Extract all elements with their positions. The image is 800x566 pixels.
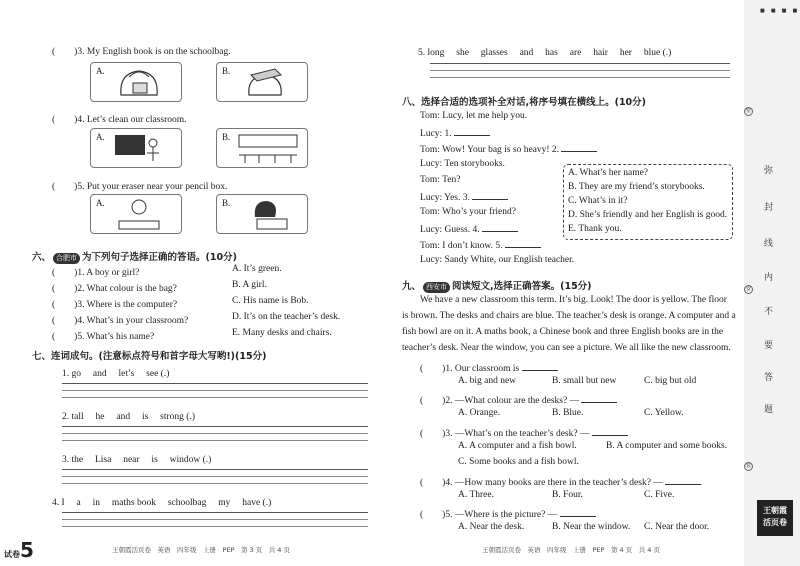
reading-option: C. Yellow. [644, 408, 684, 418]
reading-option: C. Near the door. [644, 522, 710, 532]
sec6-question: ( )5. What’s his name? [52, 332, 155, 342]
dialog-line: Lucy: 1. [420, 127, 490, 139]
dialog-line: Tom: Ten? [420, 175, 461, 185]
dialog-line: Tom: Wow! Your bag is so heavy! 2. [420, 143, 597, 155]
sec6-answer: B. A girl. [232, 280, 267, 290]
dialog-line: Tom: I don’t know. 5. [420, 239, 541, 251]
seal-line-char: 要 [764, 341, 774, 351]
answer-blank[interactable] [561, 143, 597, 152]
classroom-desks-icon [235, 131, 305, 167]
reading-option: B. Four. [552, 490, 583, 500]
passage-line: is brown. The desks and chairs are blue. The teacher’s desk is orange. A computer and a [402, 311, 736, 321]
answer-blank[interactable] [560, 508, 596, 517]
sec6-question: ( )3. Where is the computer? [52, 300, 178, 310]
dialog-line: Tom: Who’s your friend? [420, 207, 516, 217]
sec6-answer: E. Many desks and chairs. [232, 328, 332, 338]
option-b-box[interactable] [216, 128, 308, 168]
reading-option: C. Five. [644, 490, 675, 500]
option-item: D. She’s friendly and her English is good. [568, 210, 728, 220]
seal-line-char: 不 [764, 307, 774, 317]
sec7-item: 2. tall he and is strong (.) [62, 412, 195, 422]
passage-line: teacher’s desk. Near the window, you can see a picture. We all like the new classroom. [402, 343, 731, 353]
section-7-title: 七、连词成句。(注意标点符号和首字母大写哟!)(15分) [32, 351, 267, 362]
section-8-title: 八、选择合适的选项补全对话,将序号填在横线上。(10分) [402, 97, 647, 108]
schoolbag-book-icon [109, 65, 169, 101]
option-label: B. [222, 198, 231, 208]
binding-hole: 装 [745, 463, 751, 469]
right-q5-line: 5. long she glasses and has are hair her blue (.) [418, 48, 672, 58]
reading-option: A. big and new [458, 376, 517, 386]
sec6-answer: D. It’s on the teacher’s desk. [232, 312, 341, 322]
answer-blank[interactable] [472, 191, 508, 200]
answer-blank[interactable] [592, 427, 628, 436]
reading-question: ( )1. Our classroom is [420, 360, 558, 374]
option-label: B. [222, 132, 231, 142]
seal-line-char: 内 [764, 273, 774, 283]
reading-option: B. A computer and some books. [606, 441, 728, 451]
reading-option: B. small but new [552, 376, 617, 386]
option-label: A. [96, 66, 105, 76]
reading-question: ( )2. —What colour are the desks? — [420, 392, 617, 406]
sec6-question: ( )4. What’s in your classroom? [52, 316, 189, 326]
sec7-item: 4. I a in maths book schoolbag my have (.) [52, 498, 272, 508]
sec6-answer: A. It’s green. [232, 264, 282, 274]
footer-right: 王朝霞活页卷 英语 四年级 上册 PEP 第 4 页 共 4 页 [482, 546, 660, 554]
binding-hole: 安 [745, 286, 751, 292]
sec6-answer: C. His name is Bob. [232, 296, 309, 306]
dialog-line: Lucy: Ten storybooks. [420, 159, 505, 169]
reading-option: B. Near the window. [552, 522, 631, 532]
registration-marks: ■ ■ ■ ■ [760, 6, 800, 15]
sec7-item: 3. the Lisa near is window (.) [62, 455, 212, 465]
dialog-line: Tom: Lucy, let me help you. [420, 111, 528, 121]
sec6-question: ( )2. What colour is the bag? [52, 284, 177, 294]
dialog-line: Lucy: Yes. 3. [420, 191, 508, 203]
binding-hole: 密 [745, 108, 751, 114]
passage-line: We have a new classroom this term. It’s big. Look! The door is yellow. The floor [420, 295, 727, 305]
section-6-title: 六、 合肥市 为下列句子选择正确的答语。(10分) [32, 252, 237, 263]
book-on-bag-icon [235, 65, 295, 101]
option-a-box[interactable] [90, 128, 182, 168]
seal-line-char: 封 [764, 203, 774, 213]
reading-option: A. Near the desk. [458, 522, 525, 532]
footer-left: 王朝霞活页卷 英语 四年级 上册 PEP 第 3 页 共 4 页 [112, 546, 290, 554]
dialog-line: Lucy: Guess. 4. [420, 223, 518, 235]
option-label: B. [222, 66, 231, 76]
answer-blank[interactable] [482, 223, 518, 232]
seal-line-char: 弥 [764, 166, 774, 176]
dialog-line: Lucy: Sandy White, our English teacher. [420, 255, 575, 265]
answer-blank[interactable] [522, 362, 558, 371]
reading-option: A. A computer and a fish bowl. [458, 441, 577, 451]
option-item: C. What’s in it? [568, 196, 628, 206]
seal-line-char: 答 [764, 373, 774, 383]
sec7-item: 1. go and let’s see (.) [62, 369, 170, 379]
reading-question: ( )4. —How many books are there in the teacher’s desk? — [420, 474, 701, 488]
option-b-box[interactable] [216, 194, 308, 234]
binding-margin [744, 0, 800, 566]
reading-option: C. big but old [644, 376, 697, 386]
brand-logo: 王朝霞 活页卷 [757, 500, 793, 536]
option-item: B. They are my friend’s storybooks. [568, 182, 705, 192]
question-4-text: ( )4. Let’s clean our classroom. [52, 115, 187, 125]
page-number: 试卷5 [4, 538, 34, 562]
reading-option: A. Orange. [458, 408, 500, 418]
sec6-question: ( )1. A boy or girl? [52, 268, 140, 278]
option-label: A. [96, 132, 105, 142]
reading-option: C. Some books and a fish bowl. [458, 457, 579, 467]
passage-line: fish bowl are on it. A maths book, a Chinese book and three English books are in the [402, 327, 724, 337]
option-item: E. Thank you. [568, 224, 622, 234]
option-a-box[interactable] [90, 62, 182, 102]
answer-blank[interactable] [454, 127, 490, 136]
answer-blank[interactable] [505, 239, 541, 248]
seal-line-char: 题 [764, 405, 774, 415]
question-5-text: ( )5. Put your eraser near your pencil box. [52, 182, 228, 192]
reading-question: ( )5. —Where is the picture? — [420, 506, 596, 520]
child-pencil-box-icon [109, 197, 169, 233]
reading-question: ( )3. —What’s on the teacher’s desk? — [420, 425, 628, 439]
reading-option: B. Blue. [552, 408, 584, 418]
option-a-box[interactable] [90, 194, 182, 234]
answer-blank[interactable] [581, 394, 617, 403]
question-3-text: ( )3. My English book is on the schoolbag. [52, 47, 231, 57]
option-b-box[interactable] [216, 62, 308, 102]
blackboard-cleaning-icon [109, 131, 169, 167]
option-label: A. [96, 198, 105, 208]
option-item: A. What’s her name? [568, 168, 649, 178]
section-9-title: 九、 西安市 阅读短文,选择正确答案。(15分) [402, 281, 592, 292]
reading-option: A. Three. [458, 490, 494, 500]
girl-eraser-icon [235, 197, 295, 233]
answer-blank[interactable] [665, 476, 701, 485]
seal-line-char: 线 [764, 239, 774, 249]
